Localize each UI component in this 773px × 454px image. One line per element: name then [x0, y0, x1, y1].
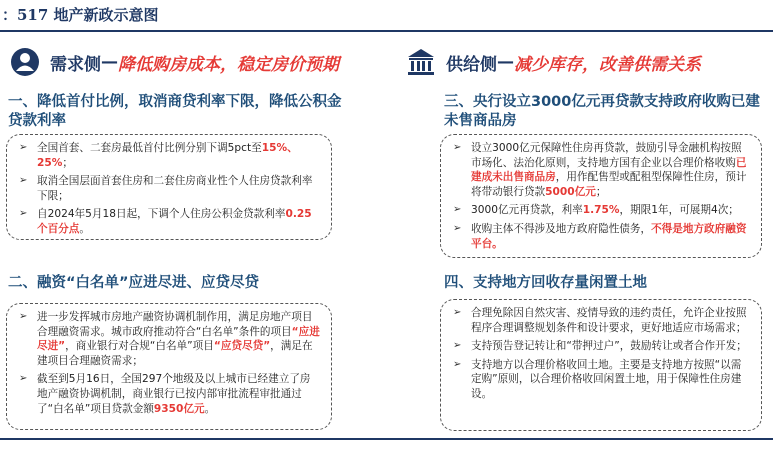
section-2-card — [6, 303, 332, 430]
bullet-arrow-icon: ➢ — [453, 204, 462, 216]
highlight-text: 1.75% — [582, 204, 620, 217]
list-item: ➢ 支持地方以合理价格收回土地。主要是支持地方按照“以需定购”原则，以合理价格收回闲置土地，用于保障性住房建设。 — [453, 358, 742, 400]
demand-column — [6, 44, 368, 80]
bullet-arrow-icon: ➢ — [453, 358, 462, 370]
demand-side-name: 需求侧 — [50, 54, 101, 75]
highlight-text: 不得是地方政府融资平台。 — [471, 222, 747, 250]
list-item: ➢ 全国首套、二套房最低首付比例分别下调5pct至15%、25%； — [19, 142, 298, 169]
bullet-arrow-icon: ➢ — [453, 222, 462, 234]
figure-title: ：517 地产新政示意图 — [2, 6, 159, 24]
list-item: ➢ 取消全国层面首套住房和二套住房商业性个人住房贷款利率下限； — [19, 175, 313, 202]
bank-icon — [406, 47, 436, 77]
supply-side-dash: — — [497, 52, 514, 72]
bullet-arrow-icon: ➢ — [19, 142, 28, 153]
person-icon — [10, 47, 40, 77]
bullet-arrow-icon: ➢ — [453, 142, 462, 153]
demand-side-tagline: 降低购房成本，稳定房价预期 — [118, 54, 339, 75]
list-item: ➢ 截至到5月16日，全国297个地级及以上城市已经建立了房地产融资协调机制，商业银行已按内部审批流程审批通过了“白名单”项目贷款金额9350亿元。 — [19, 373, 311, 415]
highlight-text: 已建成未出售商品房 — [471, 156, 747, 184]
title-divider — [0, 30, 773, 32]
section-3-title: 三、央行设立3000亿元再贷款支持政府收购已建未售商品房 — [444, 94, 760, 129]
list-item: ➢ 3000亿元再贷款，利率1.75%，期限1年，可展期4次； — [453, 204, 739, 217]
section-1-title: 一、降低首付比例，取消商贷利率下限，降低公积金贷款利率 — [8, 94, 342, 129]
highlight-text: “应贷尽贷” — [213, 340, 271, 353]
list-item: ➢ 合理免除因自然灾害、疫情导致的违约责任，允许企业按照程序合理调整规划条件和设计要求，更好地适应市场需求； — [453, 307, 747, 334]
bullet-arrow-icon: ➢ — [19, 175, 28, 187]
demand-header — [6, 44, 368, 80]
list-item: ➢ 支持预告登记转让和“带押过户”，鼓励转让或者合作开发； — [453, 340, 747, 353]
bullet-arrow-icon: ➢ — [453, 340, 462, 352]
list-item: ➢ 进一步发挥城市房地产融资协调机制作用，满足房地产项目合理融资需求。城市政府推动符合“白名单”条件的项目“应进尽进”，商业银行对合规“白名单”项目“应贷尽贷”，满足在建项目合理融资需求； — [19, 311, 320, 367]
section-4-title: 四、支持地方回收存量闲置土地 — [444, 275, 647, 291]
section-3-card — [440, 134, 762, 258]
supply-side-tagline: 减少库存，改善供需关系 — [514, 54, 701, 75]
list-item: ➢ 自2024年5月18日起，下调个人住房公积金贷款利率0.25个百分点。 — [19, 208, 312, 235]
section-4-card — [440, 299, 762, 431]
supply-side-name: 供给侧 — [446, 54, 497, 75]
highlight-text: “应进尽进” — [37, 325, 320, 353]
bullet-arrow-icon: ➢ — [19, 311, 28, 322]
bullet-arrow-icon: ➢ — [19, 208, 28, 220]
highlight-text: 15%、25% — [37, 142, 298, 169]
section-1-card — [6, 134, 332, 240]
highlight-text: 0.25个百分点 — [37, 208, 312, 235]
list-item: ➢ 收购主体不得涉及地方政府隐性债务，不得是地方政府融资平台。 — [453, 222, 747, 250]
bullet-arrow-icon: ➢ — [19, 373, 28, 385]
highlight-text: 5000亿元 — [545, 185, 596, 198]
bullet-arrow-icon: ➢ — [453, 307, 462, 318]
highlight-text: 9350亿元 — [153, 402, 205, 415]
section-2-title: 二、融资“白名单”应进尽进、应贷尽贷 — [8, 275, 260, 291]
supply-column — [402, 44, 764, 80]
demand-side-dash: — — [101, 52, 118, 72]
list-item: ➢ 设立3000亿元保障性住房再贷款，鼓励引导金融机构按照市场化、法治化原则，支持地方国有企业以合理价格收购已建成未出售商品房，用作配售型或配租型保障性住房，预计将带动银行贷款5000亿元； — [453, 142, 747, 198]
supply-header — [402, 44, 764, 80]
bottom-divider — [0, 438, 773, 440]
